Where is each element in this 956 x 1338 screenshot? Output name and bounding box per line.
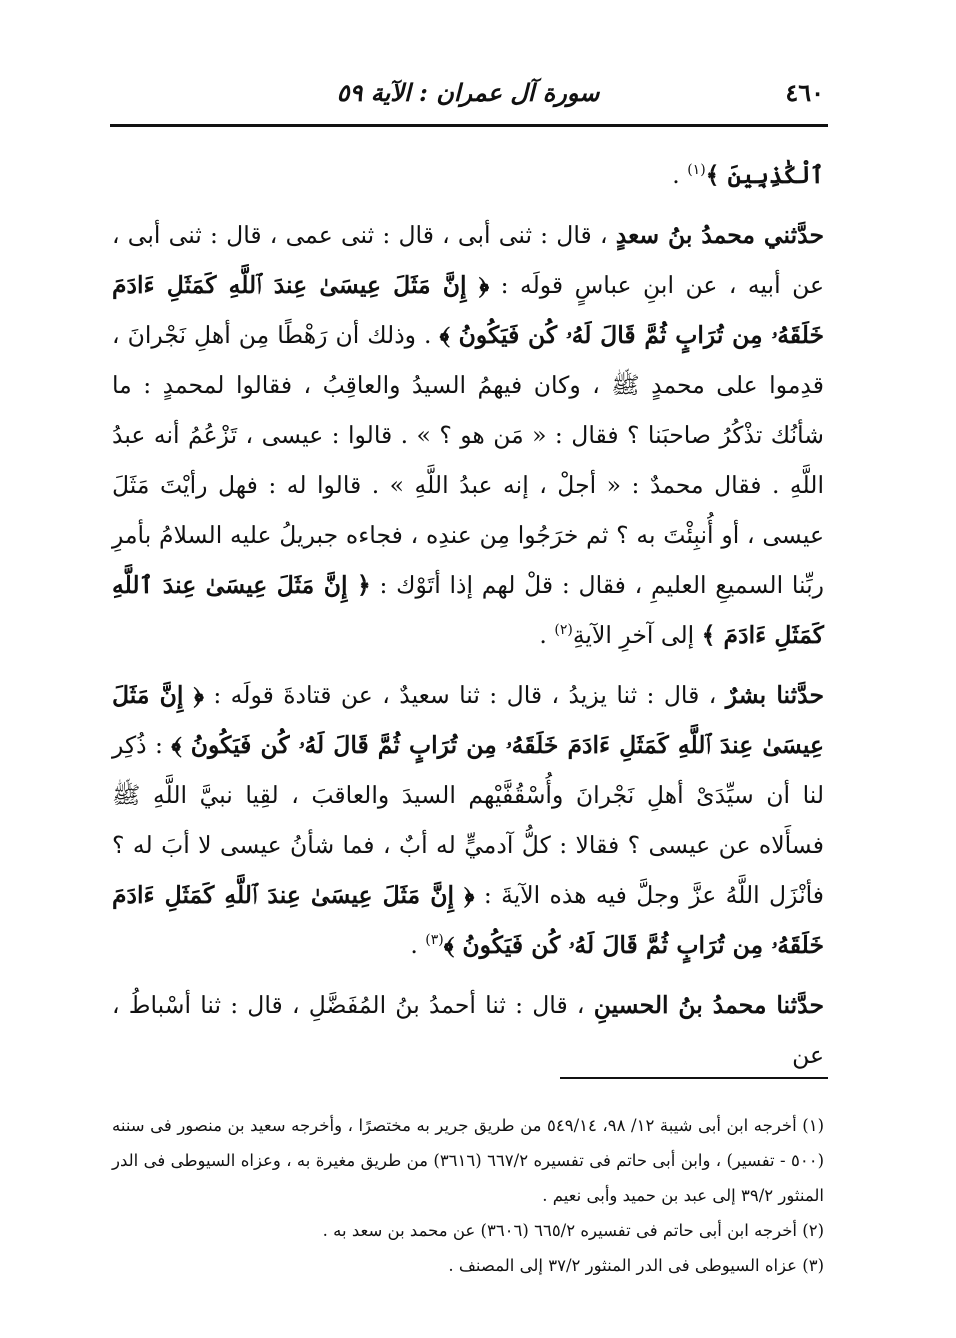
quran-verse: ﴿ إِنَّ مَثَلَ عِيسَىٰ عِندَ ٱللَّهِ كَمَثَلِ ءَادَمَ خَلَقَهُۥ مِن تُرَابٍ ثُمَّ قَالَ لَهُۥ كُن فَيَكُونُ ﴾ bbox=[112, 681, 824, 759]
footnote-3: (٣) عزاه السيوطى فى الدر المنثور ٣٧/٢ إلى المصنف . bbox=[448, 1256, 824, 1275]
paragraph-3 bbox=[112, 980, 824, 1080]
main-text bbox=[112, 150, 824, 1080]
text-segment: ، قال : ثنا يزيدُ ، قال : ثنا سعيدٌ ، عن قتادةَ قولَه : bbox=[203, 681, 726, 709]
narration-lead: حدَّثنا محمدُ بنُ الحسينِ bbox=[593, 991, 825, 1019]
footnote-rule bbox=[560, 1077, 828, 1079]
footnote-1: (١) أخرجه ابن أبى شيبة ١٢/ ٩٨، ٥٤٩/١٤ من طريق جرير به مختصرًا ، وأخرجه سعيد بن منصور فى سننه (٥٠٠ - تفسير) ، وابن أبى حاتم فى تفسيره ٦٦٧/٢ (٣٦١٦) من طريق مغيرة به ، وعزاه السيوطى فى الدر المنثور ٣٩/٢ إلى عبد بن حميد وأبى نعيم . bbox=[112, 1116, 825, 1205]
paragraph-1 bbox=[112, 210, 824, 660]
text-segment: . bbox=[410, 931, 426, 959]
page-number: ٤٦٠ bbox=[785, 78, 824, 107]
footnote-2: (٢) أخرجه ابن أبى حاتم فى تفسيره ٦٦٥/٢ (٣٦٠٦) عن محمد بن سعد به . bbox=[322, 1221, 824, 1240]
narration-lead: حدَّثنا بشرٌ bbox=[725, 681, 824, 709]
quran-verse: ﴿ إِنَّ مَثَلَ عِيسَىٰ عِندَ ٱللَّهِ كَمَثَلِ ءَادَمَ خَلَقَهُۥ مِن تُرَابٍ ثُمَّ قَالَ لَهُۥ كُن فَيَكُونُ ﴾ bbox=[112, 271, 824, 349]
quran-verse: ٱلْكَٰذِبِينَ ﴾ bbox=[705, 161, 824, 189]
page-header bbox=[112, 78, 824, 118]
text-segment: : ذُكِر لنا أن سيِّدَىْ أهلِ نَجْرانَ وأُسْقُفَّيْهم السيدَ والعاقبَ ، لقِيا نبيَّ اللَّهِ ﷺ فسأَلاه عن عيسى ؟ فقالا : كلُّ آدميٍّ له أبٌ ، فما شأنُ عيسى لا أبَ له ؟ فأنْزَل اللَّهُ عزَّ وجلَّ فيه هذه الآيةَ : bbox=[112, 731, 825, 909]
text-segment: . bbox=[539, 621, 555, 649]
text-segment: ، قال : ثنى أبى ، قال : ثنى عمى ، قال : ثنى أبى ، عن أبيه ، عن ابنِ عباسٍ قولَه : bbox=[112, 221, 824, 299]
quran-verse: ﴿ إِنَّ مَثَلَ عِيسَىٰ عِندَ ٱللَّهِ كَمَثَلِ ءَادَمَ خَلَقَهُۥ مِن تُرَابٍ ثُمَّ قَالَ لَهُۥ كُن فَيَكُونُ ﴾ bbox=[112, 881, 824, 959]
paragraph-2 bbox=[112, 670, 824, 970]
paragraph-0 bbox=[112, 150, 824, 200]
narration-lead: حدَّثني محمدُ بنُ سعدٍ bbox=[615, 221, 824, 249]
footnotes bbox=[112, 1108, 824, 1283]
footnote-ref-3: (٣) bbox=[425, 932, 444, 949]
footnote-ref-2: (٢) bbox=[554, 622, 573, 639]
text-segment: . وذلك أن رَهْطًا مِن أهلِ نَجْرانَ ، قدِموا على محمدٍ ﷺ ، وكان فيهمُ السيدُ والعاقِبُ ، فقالوا لمحمدٍ : ما شأنُك تذْكُرُ صاحبَنا ؟ فقال : « مَن هو ؟ » . قالوا : عيسى ، تَزْعُمُ أنه عبدُ اللَّهِ . فقال محمدٌ : « أجلْ ، إنه عبدُ اللَّهِ » . قالوا له : فهل رأيْتَ مَثَلَ عيسى ، أو أُنبِئْتَ به ؟ ثم خرَجُوا مِن عندِه ، فجاءه جبريلُ عليه السلامُ بأمرِ ربِّنا السميعِ العليمِ ، فقال : قلْ لهم إذا أتَوْك : bbox=[112, 321, 824, 599]
running-head: سورة آل عمران : الآية ٥٩ bbox=[336, 78, 600, 107]
header-rule bbox=[110, 124, 828, 127]
quran-verse: ﴿ إِنَّ مَثَلَ عِيسَىٰ عِندَ ٱللَّهِ كَمَثَلِ ءَادَمَ ﴾ bbox=[112, 571, 824, 649]
text-segment: . bbox=[672, 161, 688, 189]
footnote-ref-1: (١) bbox=[687, 162, 706, 179]
text-segment: ، قال : ثنا أحمدُ بنُ المُفَضَّلِ ، قال : ثنا أسْباطُ ، عن bbox=[112, 991, 824, 1069]
text-segment: إلى آخرِ الآيةِ bbox=[572, 621, 702, 649]
